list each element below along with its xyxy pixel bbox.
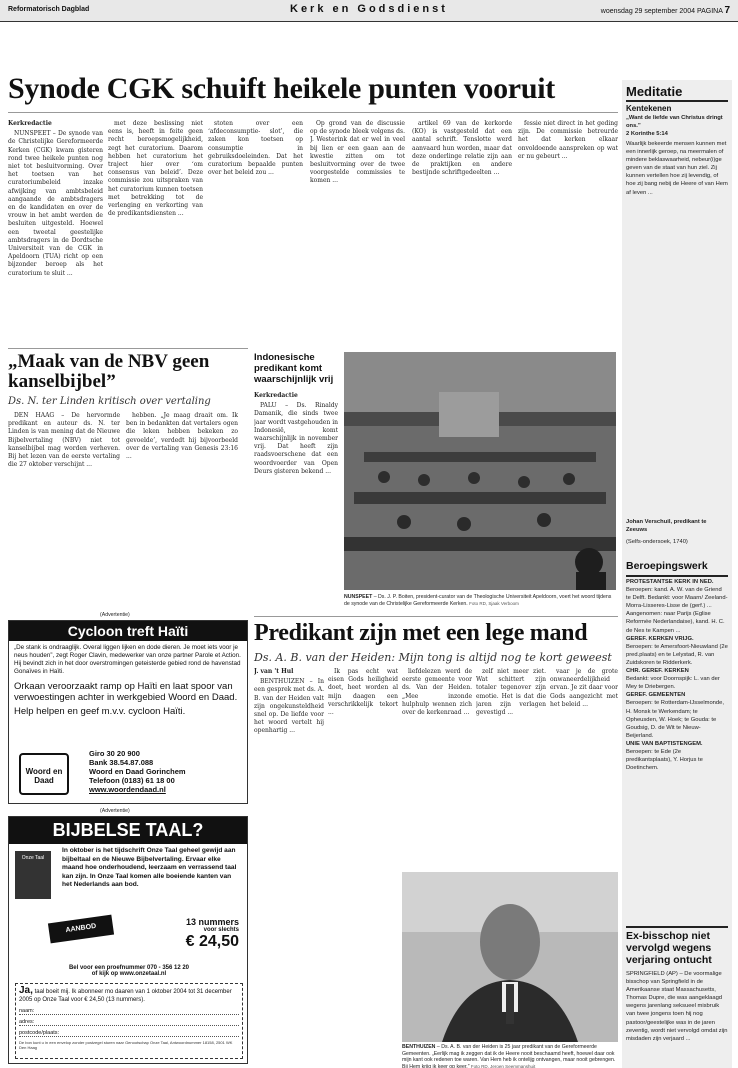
form-yes: Ja, — [19, 985, 33, 996]
indonesia-kicker: Kerkredactie — [254, 392, 298, 399]
ad-haiti-body: Orkaan veroorzaakt ramp op Haïti en laat spoor van verwoestingen achter in werkgebied Woord en Daad. — [14, 681, 238, 703]
offer-count: 13 nummers — [185, 917, 239, 927]
lead-col-1 — [8, 120, 103, 345]
bank-number: Bank 38.54.87.088 — [89, 758, 154, 767]
lead-body-1: NUNSPEET – De synode van de Christelijke Gereformeerde Kerken (CGK) kwam gisteren rond twee heikele punten nog niet tot besluitvorming. Over het toetsen van het curatoriumbeleid inzake afwijking van ambtsbeleid aangaande de ambtsdragers en de kandidaten en over de vrouw in het ambt werden de besluiten uitgesteld. Hoewel een tweetal geestelijke ambtsdragers in de Dordtsche Universiteit van de CGK in Apeldoorn (TUA) richt op een bijzonder beroep als het curatorium te sluit ... — [8, 130, 103, 277]
caption-text: Ds. A. B. van der Heiden is 25 jaar predikant van de Gereformeerde Gemeenten. „Eerlijk mag ik zeggen dat ik de Heere nooit beschaamd heeft, hoewel daar ook mijn kant ook redenen toe waren. Van Hem heb ik ontelijg ontvangen, maar nooit gebrengen. Bij Hem krijg ik keer op keer.” — [402, 1044, 616, 1068]
divider — [626, 575, 728, 577]
church-heading: UNIE VAN BAPTISTENGEM. — [626, 740, 703, 747]
lead-headline: Synode CGK schuift heikele punten vooruit — [8, 72, 555, 105]
verse-text: „Want de liefde van Christus dringt ons.” — [626, 115, 723, 130]
lead-kicker: Kerkredactie — [8, 120, 52, 127]
synod-caption: NUNSPEET – Ds. J. P. Boiten, president-curator van de Theologische Universiteit Apeldoorn, voert het woord tijdens de synode van de Christelijke Gereformeerde Kerken. Foto RD, Sjaak Verboom — [344, 594, 612, 607]
ad-haiti-cta: Help helpen en geef m.v.v. cycloon Haïti. — [14, 706, 186, 717]
verse-ref: 2 Korinthe 5:14 — [626, 131, 668, 138]
nbv-byline: Ds. N. ter Linden kritisch over vertaling — [8, 396, 211, 407]
church-body: Bedankt: voor Doornspijk: L. van der Mey te Driebergen. — [626, 676, 720, 691]
predikant-body-5: vaar je de grote onwaneerdelijkheid ervan. Je zit daar voor Gods aangezicht met het beleid ... — [550, 668, 618, 708]
meditatie-source: (Selfs-ondersoek, 1740) — [626, 539, 688, 545]
synod-photo — [344, 352, 616, 590]
aanbod-badge: AANBOD — [48, 915, 114, 944]
predikant-author: J. van 't Hul — [254, 668, 294, 675]
form-intro — [19, 987, 239, 1004]
synod-image — [344, 352, 616, 590]
meditatie-section: Meditatie — [626, 84, 683, 99]
photo-credit: Foto RD, Sjaak Verboom — [469, 600, 519, 606]
portrait-image — [402, 872, 618, 1042]
predikant-body-3: liefdelezen werd de eerste gemeente voor ds. Van der Heiden. „Mee inzonde hulphulp wennen zich over de kerkenraad ... — [402, 668, 472, 717]
indonesia-headline: Indonesische predikant komt waarschijnlijk vrij — [254, 352, 334, 385]
portrait-caption: BENTHUIZEN – Ds. A. B. van der Heiden is 25 jaar predikant van de Gereformeerde Gemeenten. „Eerlijk mag ik zeggen dat ik de Heere nooit beschaamd heeft, hoewel daar ook mijn kant ook redenen toe waren. Van Hem heb ik ontelijg ontvangen, maar nooit gebrengen. Bij Hem krijg ik keer op keer.” Foto RD, Jeroen Seemmanshuit — [402, 1044, 616, 1068]
church-body: Beroepen: te Ede (2e predikantsplaats), Y. Horjus te Doetinchem. — [626, 748, 703, 772]
divider — [626, 926, 728, 928]
church-heading: PROTESTANTSE KERK IN NED. — [626, 579, 714, 585]
ad-haiti[interactable] — [8, 620, 248, 804]
offer-for: voor slechts — [203, 927, 239, 933]
meditatie-author: Johan Verschuil, predikant te Zeeuws — [626, 519, 707, 534]
ad-label: (Advertentie) — [100, 612, 130, 618]
church-heading: GEREF. GEMEENTEN — [626, 692, 686, 699]
meditatie-title: Kentekenen — [626, 104, 672, 113]
divider — [8, 348, 248, 349]
meditatie-verse — [626, 114, 728, 138]
section-title: Kerk en Godsdienst — [290, 3, 448, 15]
lead-body-3: stoten over een ‘afdeconsumptie- slot’, die zaken kon toetsen op consumptie in gebruiksdoeleinden. Dat het curatorium bepaalde punten over het beleid zou ... — [208, 120, 303, 177]
giro-number: Giro 30 20 900 — [89, 749, 140, 758]
meditatie-body: Waarlijk bekeerde mensen kunnen met een innerlijk geroep, na meermalen of mindere beklaswaarheid, nebeur(i)ge geven van de staat van hun ziel. Zij kunnen vertellen hoe zij levendig, of hoe zij bang nebij de Heere of van Hem af leven ... — [626, 141, 728, 196]
predikant-subhead: Ds. A. B. van der Heiden: Mijn tong is altijd nog te kort geweest — [254, 651, 612, 664]
church-body: Beroepen: te Rotterdam-IJsselmonde, H. Monsk te Werkendam; te Opheusden, W. Hoek; te Gouda: te Goudsig, D. de Wit te Nieuw-Beijerland. — [626, 700, 724, 739]
date-text: woensdag 29 september 2004 — [600, 8, 695, 15]
ad-label: (Advertentie) — [100, 808, 130, 814]
predikant-col-4 — [476, 668, 546, 868]
caption-tag: NUNSPEET — [344, 594, 373, 600]
church-body: Beroepen: te Amersfoort-Nieuwland (2e pred.plaats) en te Lelystad, R. van Zuidskoren te Ridderkerk. — [626, 643, 728, 666]
lead-body-5: artikel 69 van de kerkorde (KO) is vastgesteld dat een aantal schrift. Tenslotte werd aanvaard hun worden, maar dat deze onderlinge relatie zijn aan de praktijken en andere bestijnde schriftgedeelten ... — [412, 120, 512, 177]
form-postcode-field[interactable]: postcode/plaats: — [19, 1030, 239, 1037]
form-text: taal boeit mij. Ik abonneer mo daaren van 1 oktober 2004 tot 31 december 2005 op Onze Taal voor € 24,50 (13 nummers). — [19, 989, 232, 1003]
offer-price: € 24,50 — [185, 933, 239, 950]
predikant-body-2: Ik pas echt wat eisen Gods heiligheid doet, heet worden al mijn daagen een verschrikkelijk tekort ... — [328, 668, 398, 717]
photo-credit: Foto RD, Jeroen Seemmanshuit — [470, 1063, 536, 1068]
nbv-col-1 — [8, 412, 120, 608]
form-note: De bon kunt u in een envelop zonder postzegel sturen naar Genootschap Onze Taal, Antwoordnummer 18158, 2501 WK Den Haag — [19, 1040, 233, 1050]
ad-haiti-contact — [89, 749, 186, 794]
issue-date — [601, 5, 730, 16]
portrait-photo — [402, 872, 618, 1042]
beroepingswerk-body — [626, 578, 728, 918]
paper-name: Reformatorisch Dagblad — [8, 6, 90, 13]
church-body: Beroepen: kand. A. W. van de Griend te Delft. Bedankt: voor Maarn/ Zeeland-Morra-Lisseres-Lisse de (gerf.) ... Aangenomen: naar Parijs (Eglise Reformée Nederlandaise), kand. H. C. de Nes te Kampen ... — [626, 587, 728, 634]
magazine-cover: Onze Taal — [15, 851, 51, 899]
order-info — [15, 965, 243, 977]
offer — [129, 917, 239, 951]
order-form — [15, 983, 243, 1059]
ad-bijbel[interactable] — [8, 816, 248, 1064]
ad-bijbel-title: BIJBELSE TAAL? — [9, 817, 247, 844]
church-heading: CHR. GEREF. KERKEN — [626, 668, 689, 675]
divider — [626, 100, 728, 102]
woord-en-daad-logo: Woord en Daad — [19, 753, 69, 795]
lead-body-6: fessie niet direct in het geding zijn. De commissie betreurde het dat kerken elkaar onvoldoende aanspreken op wat er nu gebeurt ... — [518, 120, 618, 160]
ad-bijbel-body: In oktober is het tijdschrift Onze Taal geheel gewijd aan bijbeltaal en de Nieuwe Bijbelvertaling. Ervaar elke maand hoe onderhoudend, leerzaam en verrassend taal kan zijn. In Onze Taal komen alle boeiende kanten van het Nederlands aan bod. — [62, 847, 237, 888]
ad-haiti-quote: „De stank is ondraaglijk. Overal liggen lijken en dode dieren. Je moet iets voor je neus houden”, zegt Roger Clavin, medewerker van onze partner Parole et Action. Hij bevindt zich in het door overstromingen geteisterde gebied rond de havenstad Gonaïves in Haïti. — [14, 644, 241, 675]
lead-col-6 — [518, 120, 618, 345]
form-name-field[interactable]: naam: — [19, 1008, 239, 1015]
page-number: 7 — [724, 5, 730, 16]
predikant-col-2 — [328, 668, 398, 1063]
church-heading: GEREF. KERKEN VRIJG. — [626, 635, 694, 642]
indonesia-col — [254, 392, 338, 606]
nbv-body-2: hebben. „Je maag draait om. Ik ben in bedankten dat vertalers ogen die leken hebben bekeken zo gevoelde’, verdedt hij bijvoorbeeld over de vertaling van Genesis 23:16 ... — [126, 412, 238, 461]
lead-col-3 — [208, 120, 303, 345]
order-web[interactable]: of kijk op www.onzetaal.nl — [91, 971, 167, 977]
exbisschop-body: SPRINGFIELD (AP) – De voormalige bisschop van Springfield in de Amerikaanse staat Massachusetts, Thomas Dupre, die was aangeklaagd wegens jarenlang seksueel misbruik van twee jongens toen hij nog pastoor/geestelijke was in de jaren zeventig, wordt niet vervolgd omdat zijn misdaden zijn verjaard ... — [626, 971, 728, 1042]
predikant-headline: Predikant zijn met een lege mand — [254, 620, 588, 646]
beroepingswerk-section: Beroepingswerk — [626, 560, 708, 572]
indonesia-body: PALU – Ds. Rinaldy Damanik, die sinds twee jaar wordt vastgehouden in Indonesië, komt waarschijnlijk in november vrij. Dat heeft zijn raadsvoerschene dat een woordvoerder van Open Deurs gisteren bekend ... — [254, 402, 338, 475]
divider — [254, 616, 618, 617]
predikant-col-1 — [254, 668, 324, 1063]
lead-col-2 — [108, 120, 203, 345]
ad-haiti-title: Cycloon treft Haïti — [9, 621, 247, 641]
predikant-col-5 — [550, 668, 618, 868]
org-line: Woord en Daad Gorinchem — [89, 767, 186, 776]
predikant-body-4: zelf niet meer ziet. Wat schittert zijn totaler tegenover zijn emotie. Het is dat die jaren zijn verlagen gevestigd ... — [476, 668, 546, 717]
lead-col-5 — [412, 120, 512, 345]
nbv-headline: „Maak van de NBV geen kanselbijbel” — [8, 351, 210, 392]
page-label: PAGINA — [696, 8, 723, 15]
predikant-body-1: BENTHUIZEN – In een gesprek met ds. A. B. van der Heiden valt zijn ongekunsteldheid snel op. De liefde voor het woord vertelt hij openhartig ... — [254, 678, 324, 735]
lead-body-4: Op grond van de discussie op de synode bleek volgens ds. J. Westerink dat er wel in veel bij lien er een gaan aan de kwestie zitten om tot besluitvorming over de twee voorgestelde commissies te komen ... — [310, 120, 405, 185]
caption-tag: BENTHUIZEN — [402, 1044, 436, 1050]
nbv-body-1: DEN HAAG – De hervormde predikant en auteur ds. N. ter Linden is van mening dat de Nieuwe Bijbelvertaling (NBV) niet tot kanselbijbel mag worden verheven. Bij het lezen van de eerste vertaling die 27 oktober verschijnt ... — [8, 412, 120, 469]
nbv-col-2 — [126, 412, 238, 608]
form-address-field[interactable]: adres: — [19, 1019, 239, 1026]
lead-body-2: met deze beslissing niet eens is, heeft in feite geen recht beroepsmogelijkheid, zegt het curatorium. Daarom hebben het curatorium het traject hier over ‘om consensus van beleid’. Deze commissie zou uitspraken van het curatorium kunnen toetsen met betrekking tot de verlenging en verkorting van de predikantsdiensten ... — [108, 120, 203, 218]
caption-text: Ds. J. P. Boiten, president-curator van de Theologische Universiteit Apeldoorn, voert het woord tijdens de synode van de Christelijke Gereformeerde Kerken. — [344, 594, 612, 607]
phone-number: Telefoon (0183) 61 18 00 — [89, 776, 175, 785]
order-line: Bel voor een proefnummer 070 - 356 12 20 — [68, 965, 190, 971]
exbisschop-headline: Ex-bisschop niet vervolgd wegens verjaring ontucht — [626, 930, 712, 966]
website-link[interactable]: www.woordendaad.nl — [89, 785, 166, 794]
divider — [8, 112, 618, 113]
predikant-col-3 — [402, 668, 472, 868]
lead-col-4 — [310, 120, 405, 345]
